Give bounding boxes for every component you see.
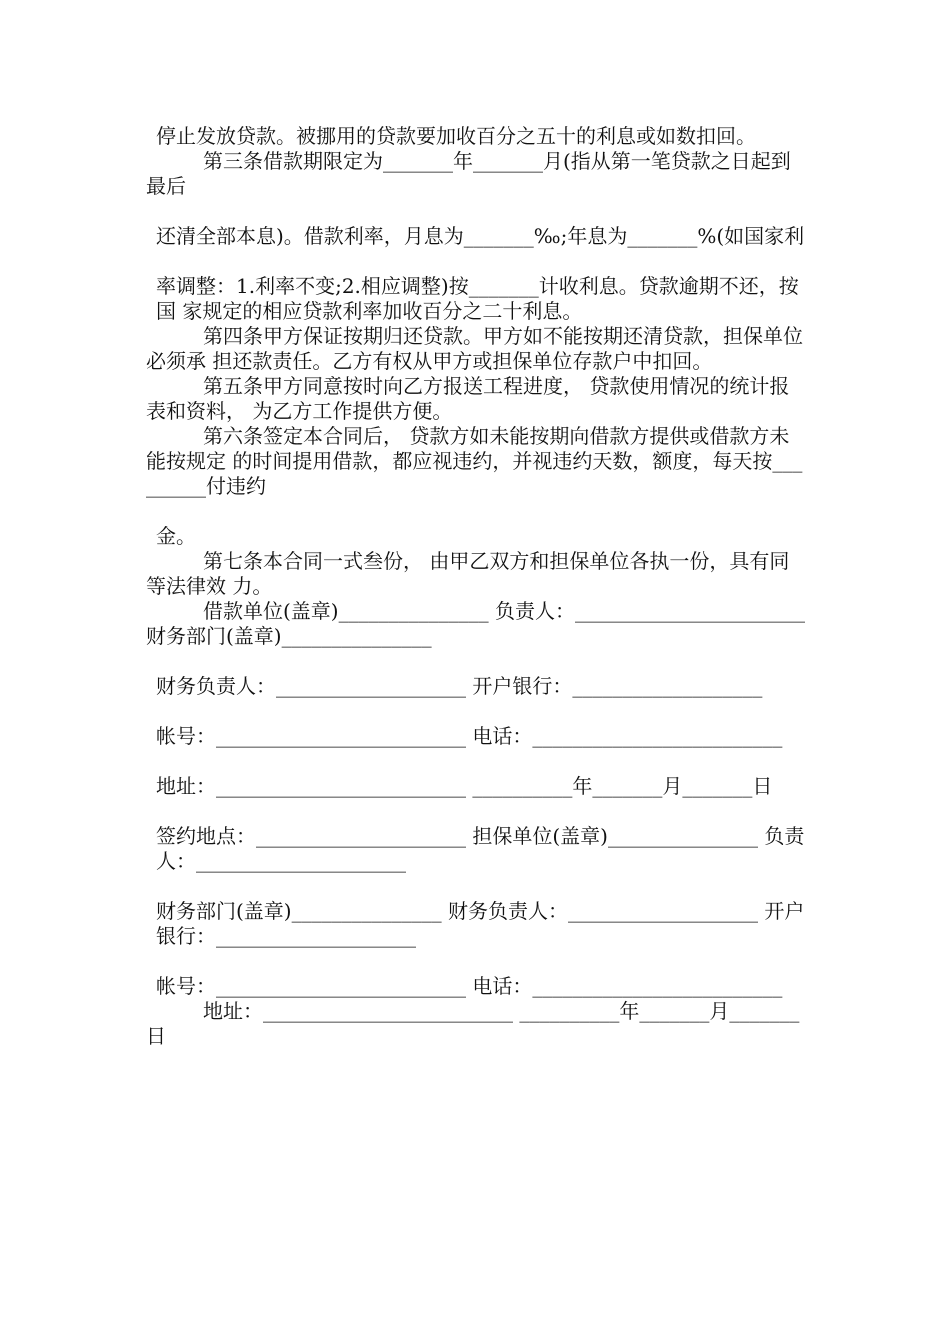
signature-guarantor-unit: 签约地点：_____________________ 担保单位(盖章)_______________ 负责人：_____________________ — [156, 824, 805, 873]
signature-guarantor-account: 帐号：_________________________ 电话：_________________________ — [156, 974, 783, 998]
paragraph-article-5: 第五条甲方同意按时向乙方报送工程进度， 贷款使用情况的统计报表和资料， 为乙方工作提供方便。 — [146, 374, 790, 423]
paragraph-penalty-continuation: 停止发放贷款。被挪用的贷款要加收百分之五十的利息或如数扣回。 — [156, 124, 756, 148]
paragraph-interest-rate: 还清全部本息)。借款利率，月息为_______‰;年息为_______%(如国家利 — [156, 224, 805, 248]
paragraph-article-6-end: 金。 — [156, 524, 196, 548]
signature-borrower-address-date: 地址：_________________________ __________年_______月_______日 — [156, 774, 773, 798]
signature-borrower-finance: 财务负责人：___________________ 开户银行：___________________ — [156, 674, 763, 698]
paragraph-article-7: 第七条本合同一式叁份， 由甲乙双方和担保单位各执一份，具有同等法律效 力。 — [146, 549, 790, 598]
signature-borrower-account: 帐号：_________________________ 电话：_________________________ — [156, 724, 783, 748]
signature-guarantor-finance: 财务部门(盖章)_______________ 财务负责人：___________________ 开户银行：____________________ — [156, 899, 805, 948]
signature-guarantor-address-date: 地址：_________________________ __________年_______月_______日 — [146, 999, 800, 1048]
paragraph-article-4: 第四条甲方保证按期归还贷款。甲方如不能按期还清贷款，担保单位必须承 担还款责任。乙方有权从甲方或担保单位存款户中扣回。 — [146, 324, 803, 373]
paragraph-article-6: 第六条签定本合同后， 贷款方如未能按期向借款方提供或借款方未能按规定 的时间提用借款，都应视违约，并视违约天数，额度，每天按_________付违约 — [146, 424, 803, 498]
signature-borrower-unit: 借款单位(盖章)_______________ 负责人：_______________________ 财务部门(盖章)_______________ — [146, 599, 812, 648]
paragraph-rate-adjustment: 率调整：1.利率不变;2.相应调整)按_______计收利息。贷款逾期不还，按国 家规定的相应贷款利率加收百分之二十利息。 — [156, 274, 799, 323]
paragraph-article-3: 第三条借款期限定为_______年_______月(指从第一笔贷款之日起到最后 — [146, 149, 791, 198]
document-page — [146, 124, 812, 1049]
